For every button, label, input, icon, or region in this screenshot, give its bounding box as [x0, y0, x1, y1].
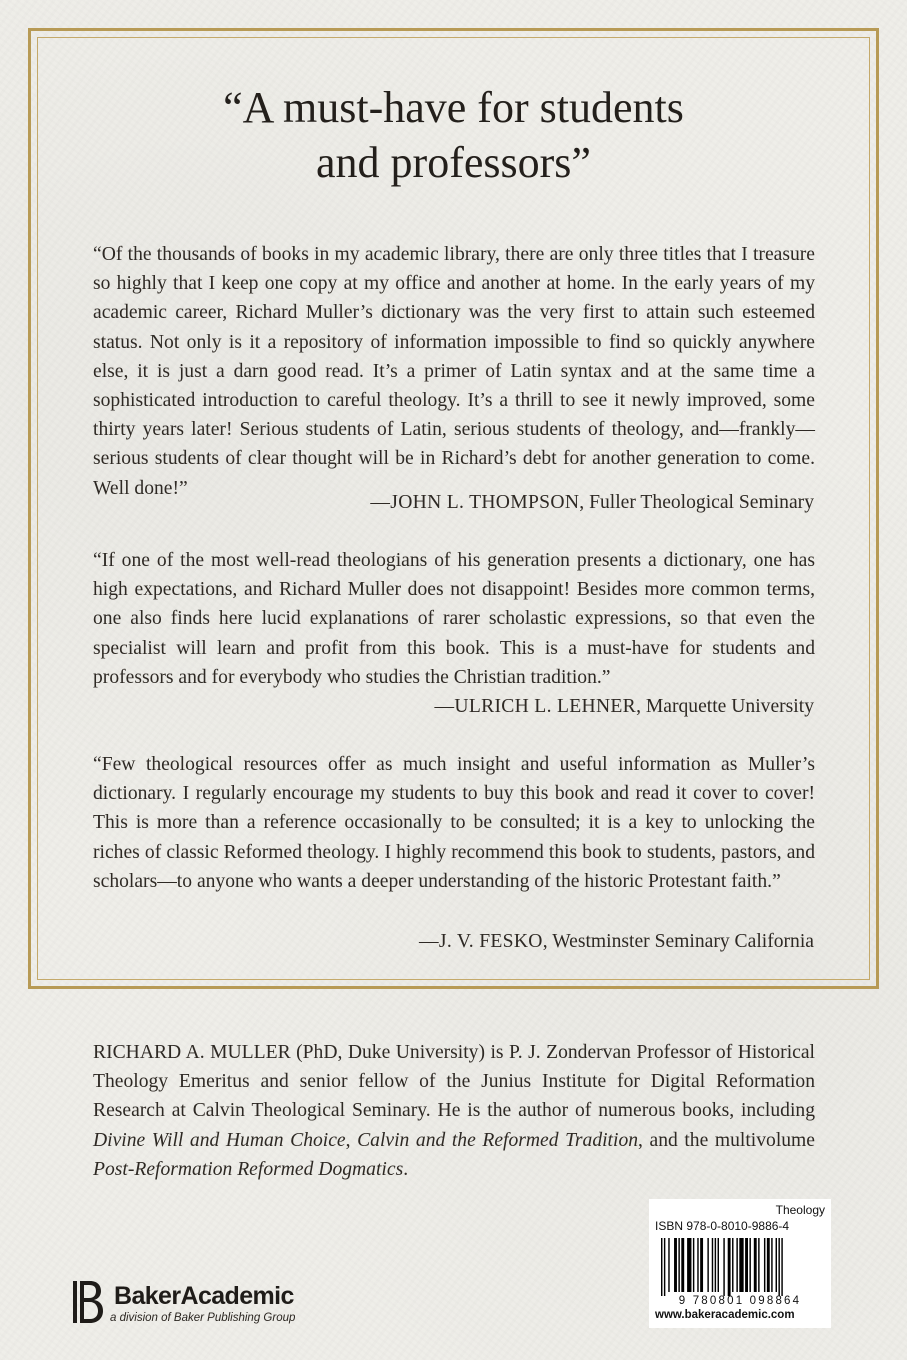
barcode-bar [767, 1238, 770, 1292]
book-title-calvin: Calvin and the Reformed Tradition [357, 1129, 639, 1151]
endorsement-quote-fesko: “Few theological resources offer as much insight and useful information as Muller’s dictionary. I regularly encourage my students to buy this book and read it cover to cover! This is more than a reference occasionally to be consulted; it is a key to unlocking the riches of classic Reformed theology. I highly recommend this book to students, pastors, and scholars—to anyone who wants a deeper understanding of the historic Protestant faith.” [93, 754, 815, 892]
barcode-bar [778, 1238, 779, 1296]
endorsement-attribution-lehner [434, 692, 814, 721]
barcode-bar [715, 1238, 716, 1292]
barcode-bar [764, 1238, 765, 1292]
barcode-bar [661, 1238, 662, 1296]
endorser-name: —JOHN L. THOMPSON [370, 492, 580, 513]
barcode-bar [718, 1238, 719, 1292]
barcode-bar [758, 1238, 759, 1292]
endorsement-quote-lehner: “If one of the most well-read theologians of his generation presents a dictionary, one has high expectations, and Richard Muller does not disappoint! Besides more common terms, one also finds here lucid explanations of rarer scholastic expressions, so that even the specialist will learn and profit from this book. This is a must-have for students and professors and for everybody who studies the Christian tradition.” [93, 550, 815, 688]
barcode-bar [728, 1238, 731, 1296]
barcode-bar [707, 1238, 708, 1292]
headline-line-2: and professors” [316, 138, 591, 187]
barcode-bar [681, 1238, 684, 1292]
barcode-bar [732, 1238, 733, 1292]
barcode-bar [771, 1238, 772, 1292]
endorser-affiliation: , Fuller Theological Seminary [579, 492, 814, 513]
barcode-bar [700, 1238, 703, 1292]
barcode-bar [745, 1238, 748, 1292]
headline-line-1: “A must-have for students [223, 83, 684, 132]
endorsement-quote-thompson: “Of the thousands of books in my academic library, there are only three titles that I treasure so highly that I keep one copy at my office and another at home. In the early years of my academic career, Richard Muller’s dictionary was the very first to attain such esteemed status. Not only is it a repository of information impossible to find so quickly anywhere else, it is just a darn good read. It’s a primer of Latin syntax and at the same time a sophisticated introduction to careful theology. It’s a thrill to see it newly improved, some thirty years later! Serious students of Latin, serious students of theology, and—frankly—serious students of clear thought will be in Richard’s debt for another generation to come. Well done!” [93, 244, 815, 499]
barcode-bar [776, 1238, 777, 1292]
barcode-category: Theology [775, 1203, 825, 1217]
author-bio-text: (PhD, Duke University) is P. J. Zondervan Professor of Historical Theology Emeritus and senior fellow of the Junius Institute for Digital Reformation Research at Calvin Theological Seminary. He is the author of numerous books, including [93, 1042, 815, 1122]
barcode-bar [697, 1238, 698, 1292]
book-title-dogmatics: Post-Reformation Reformed Dogmatics [93, 1158, 404, 1180]
barcode-bar [781, 1238, 782, 1296]
barcode-bar [723, 1238, 724, 1296]
barcode-bar [736, 1238, 737, 1292]
isbn-barcode [653, 1236, 827, 1306]
barcode-panel [649, 1199, 831, 1328]
barcode-bar [712, 1238, 713, 1292]
endorser-affiliation: , Westminster Seminary California [542, 931, 814, 952]
bio-separator: , and the multivolume [638, 1129, 815, 1151]
endorser-name: —ULRICH L. LEHNER [434, 696, 637, 717]
barcode-bar [674, 1238, 677, 1292]
isbn-label: ISBN 978-0-8010-9886-4 [655, 1219, 790, 1233]
book-title-divine-will: Divine Will and Human Choice [93, 1129, 346, 1151]
barcode-bar [664, 1238, 665, 1296]
barcode-bar [678, 1238, 679, 1292]
endorsement-attribution-fesko [419, 927, 814, 956]
author-bio [93, 1038, 815, 1184]
publisher-name: BakerAcademic [114, 1282, 294, 1310]
endorsement-attribution-thompson [370, 488, 814, 517]
barcode-bar [749, 1238, 750, 1292]
endorser-name: —J. V. FESKO [419, 931, 543, 952]
barcode-bar [739, 1238, 743, 1292]
barcode-bar [668, 1238, 669, 1292]
endorser-affiliation: , Marquette University [636, 696, 814, 717]
barcode-bar [687, 1238, 691, 1292]
barcode-digits: 9 780801 098864 [678, 1295, 802, 1306]
barcode-bar [754, 1238, 757, 1292]
headline [90, 80, 817, 190]
bio-separator: , [345, 1129, 358, 1151]
barcode-bar [693, 1238, 694, 1292]
bio-end: . [403, 1158, 409, 1180]
publisher-subtitle: a division of Baker Publishing Group [110, 1312, 296, 1324]
author-name: RICHARD A. MULLER [93, 1042, 291, 1063]
publisher-logo [70, 1278, 340, 1334]
publisher-url: www.bakeracademic.com [655, 1309, 795, 1321]
baker-b-icon [70, 1278, 106, 1326]
